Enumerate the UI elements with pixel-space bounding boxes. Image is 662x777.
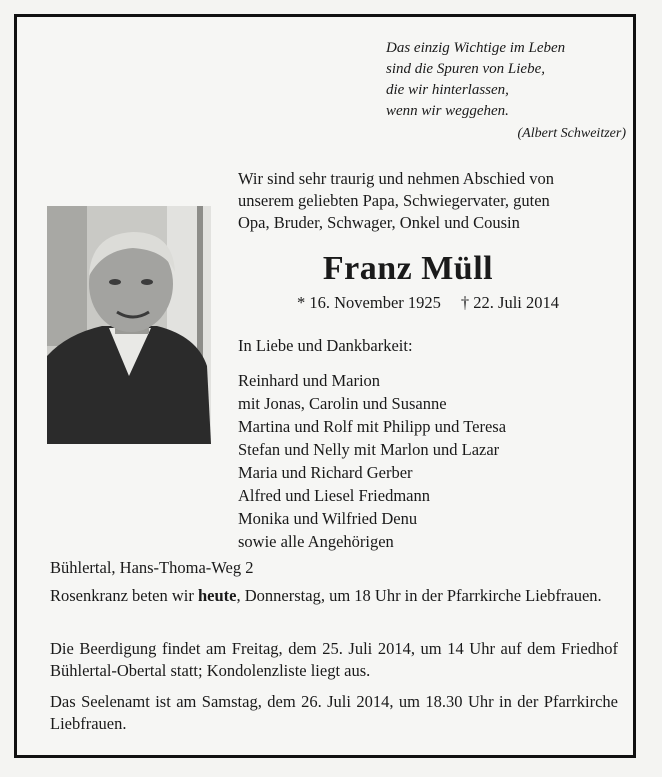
intro-line: Wir sind sehr traurig und nehmen Abschied von (238, 169, 554, 188)
family-member: mit Jonas, Carolin und Susanne (238, 394, 447, 413)
deceased-name: Franz Müll (322, 250, 494, 287)
family-member: Maria und Richard Gerber (238, 463, 413, 482)
rosary-notice (50, 585, 618, 607)
family-member: sowie alle Angehörigen (238, 532, 394, 551)
family-list (238, 334, 618, 553)
rosary-text: Rosenkranz beten wir (50, 586, 198, 605)
family-member: Monika und Wilfried Denu (238, 509, 418, 528)
family-member: Stefan und Nelly mit Marlon und Lazar (238, 440, 500, 459)
portrait-photo (47, 206, 211, 444)
death-date: † 22. Juli 2014 (460, 293, 559, 312)
quote-line: sind die Spuren von Liebe, (386, 61, 546, 77)
intro-text (238, 168, 618, 234)
quote-line: wenn wir weggehen. (386, 103, 509, 119)
rosary-day: heute (198, 586, 237, 605)
quote-block (386, 38, 626, 144)
family-heading: In Liebe und Dankbarkeit: (238, 336, 413, 355)
quote-line: die wir hinterlassen, (386, 82, 509, 98)
life-dates (238, 293, 618, 313)
quote-line: Das einzig Wichtige im Leben (386, 40, 566, 56)
address: Bühlertal, Hans-Thoma-Weg 2 (50, 558, 254, 577)
funeral-notice: Die Beerdigung findet am Freitag, dem 25. Juli 2014, um 14 Uhr auf dem Friedhof Bühlertal-Obertal statt; Kondolenzliste liegt aus. (50, 639, 618, 680)
family-member: Reinhard und Marion (238, 371, 381, 390)
portrait-icon (47, 206, 211, 444)
quote-author: (Albert Schweitzer) (517, 126, 626, 141)
intro-line: unserem geliebten Papa, Schwiegervater, guten (238, 191, 550, 210)
intro-line: Opa, Bruder, Schwager, Onkel und Cousin (238, 213, 520, 232)
rosary-text-rest: , Donnerstag, um 18 Uhr in der Pfarrkirche Liebfrauen. (236, 586, 602, 605)
family-member: Alfred und Liesel Friedmann (238, 486, 430, 505)
birth-date: * 16. November 1925 (297, 293, 441, 312)
requiem-notice: Das Seelenamt ist am Samstag, dem 26. Juli 2014, um 18.30 Uhr in der Pfarrkirche Liebfrauen. (50, 692, 618, 733)
family-member: Martina und Rolf mit Philipp und Teresa (238, 417, 507, 436)
